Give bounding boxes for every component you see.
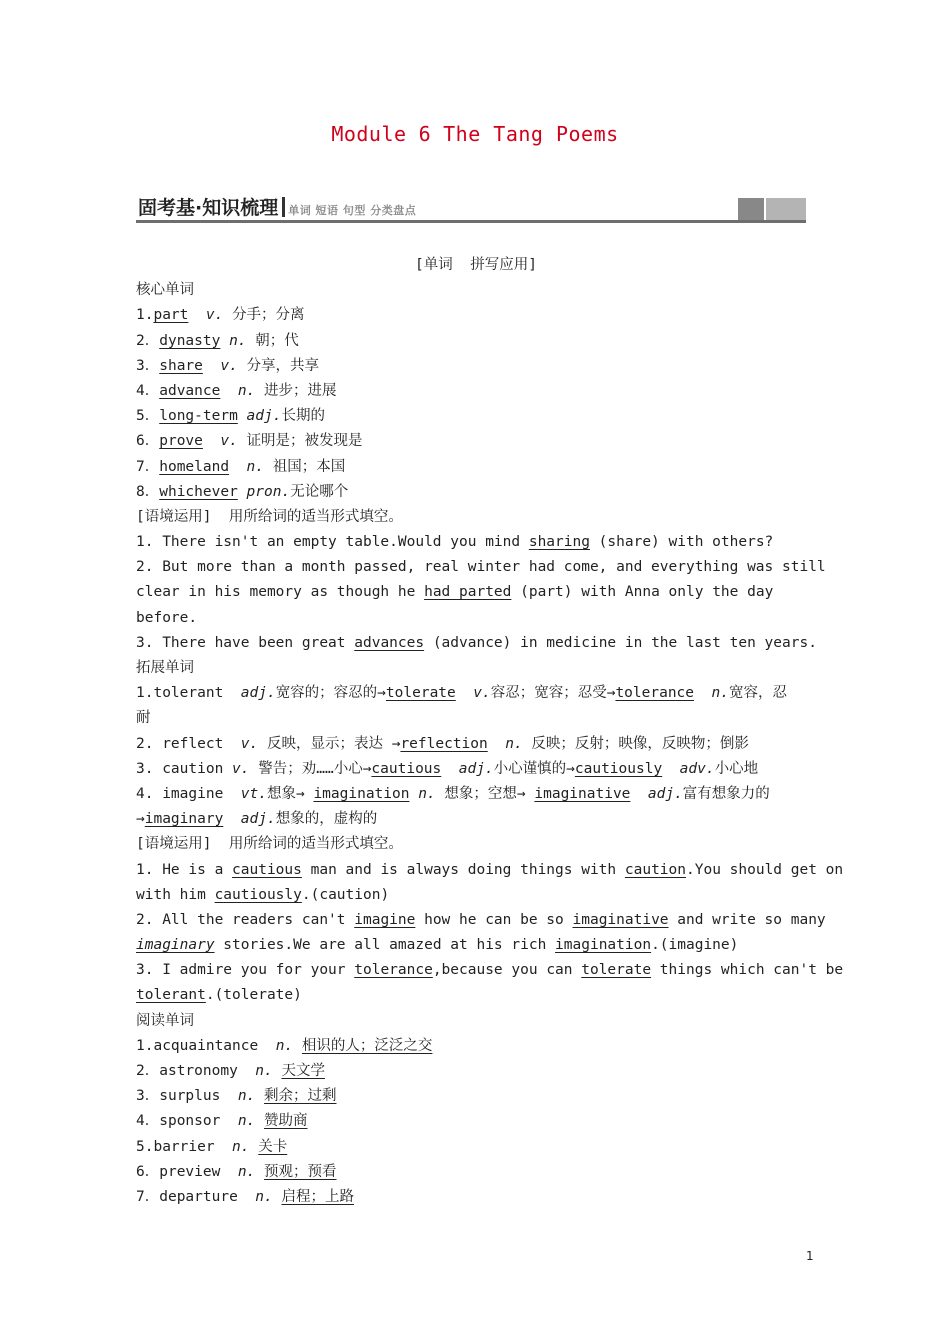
reading-heading: 阅读单词 <box>136 1012 194 1029</box>
exercise-sentence: 1. There isn't an empty table.Would you mind sharing (share) with others? <box>136 534 774 551</box>
list-item: 1.tolerant adj.宽容的；容忍的→tolerate v.容忍；宽容；忍受→tolerance n.宽容，忍 <box>136 685 787 702</box>
worksheet-body <box>136 253 844 1210</box>
list-item: 7．homeland n. 祖国；本国 <box>136 458 346 475</box>
list-item: 7．departure n. 启程；上路 <box>136 1188 354 1205</box>
list-item-continued: 耐 <box>136 710 151 727</box>
exercise-sentence: 3. There have been great advances (advance) in medicine in the last ten years. <box>136 634 817 651</box>
exercise-sentence: before. <box>136 609 198 626</box>
list-item: 3．surplus n. 剩余；过剩 <box>136 1088 337 1105</box>
banner-block-light <box>766 198 806 220</box>
list-item: 3. caution v. 警告；劝……小心→cautious adj.小心谨慎的→cautiously adv.小心地 <box>136 760 759 777</box>
exercise-sentence: 2. All the readers can't imagine how he can be so imaginative and write so many <box>136 911 826 928</box>
exercise-sentence: 2. But more than a month passed, real winter had come, and everything was still <box>136 559 826 576</box>
list-item: 6．preview n. 预观；预看 <box>136 1163 337 1180</box>
exercise-sentence: with him cautiously.(caution) <box>136 886 390 903</box>
exercise-sentence: clear in his memory as though he had parted (part) with Anna only the day <box>136 584 774 601</box>
banner-block-dark <box>738 198 764 220</box>
banner-subtitle: 单词 短语 句型 分类盘点 <box>288 204 417 217</box>
context-heading: [语境运用] 用所给词的适当形式填空。 <box>136 836 403 853</box>
page-number: 1 <box>806 1249 814 1263</box>
list-item: 2．astronomy n. 天文学 <box>136 1063 325 1079</box>
extension-heading: 拓展单词 <box>136 660 194 676</box>
exercise-sentence: 1. He is a cautious man and is always doing things with caution.You should get on <box>136 861 844 878</box>
answer: advances <box>354 634 425 651</box>
page-title: Module 6 The Tang Poems <box>331 122 619 146</box>
list-item: 5．long-term adj.长期的 <box>136 408 325 425</box>
list-item: 1.part v. 分手；分离 <box>136 307 305 324</box>
list-item: 4．advance n. 进步；进展 <box>136 382 337 399</box>
list-item: 2. reflect v. 反映，显示；表达 →reflection n. 反映；反射；映像，反映物；倒影 <box>136 735 749 752</box>
section-banner <box>136 190 806 224</box>
list-item: 5.barrier n. 关卡 <box>136 1138 288 1155</box>
list-item: 8．whichever pron.无论哪个 <box>136 483 349 500</box>
list-item: 3．share v. 分享，共享 <box>136 357 320 374</box>
list-item: 1.acquaintance n. 相识的人；泛泛之交 <box>136 1037 433 1054</box>
list-item: 2．dynasty n. 朝；代 <box>136 332 299 349</box>
list-item: 6．prove v. 证明是；被发现是 <box>136 433 363 450</box>
answer: sharing <box>528 534 590 551</box>
list-item: 4．sponsor n. 赞助商 <box>136 1113 308 1130</box>
list-item: 4. imagine vt.想象→ imagination n. 想象；空想→ imaginative adj.富有想象力的 <box>136 785 770 802</box>
list-item-continued: →imaginary adj.想象的，虚构的 <box>136 811 378 828</box>
context-heading: [语境运用] 用所给词的适当形式填空。 <box>136 508 403 525</box>
exercise-sentence: imaginary stories.We are all amazed at his rich imagination.(imagine) <box>136 937 739 954</box>
banner-rule <box>136 220 806 223</box>
banner-title: 固考基·知识梳理 <box>138 197 279 219</box>
exercise-sentence: 3. I admire you for your tolerance,because you can tolerate things which can't be <box>136 962 844 979</box>
section-heading: [单词 拼写应用] <box>415 257 537 273</box>
answer: had parted <box>424 584 512 601</box>
exercise-sentence: tolerant.(tolerate) <box>136 987 302 1004</box>
core-heading: 核心单词 <box>136 282 194 299</box>
